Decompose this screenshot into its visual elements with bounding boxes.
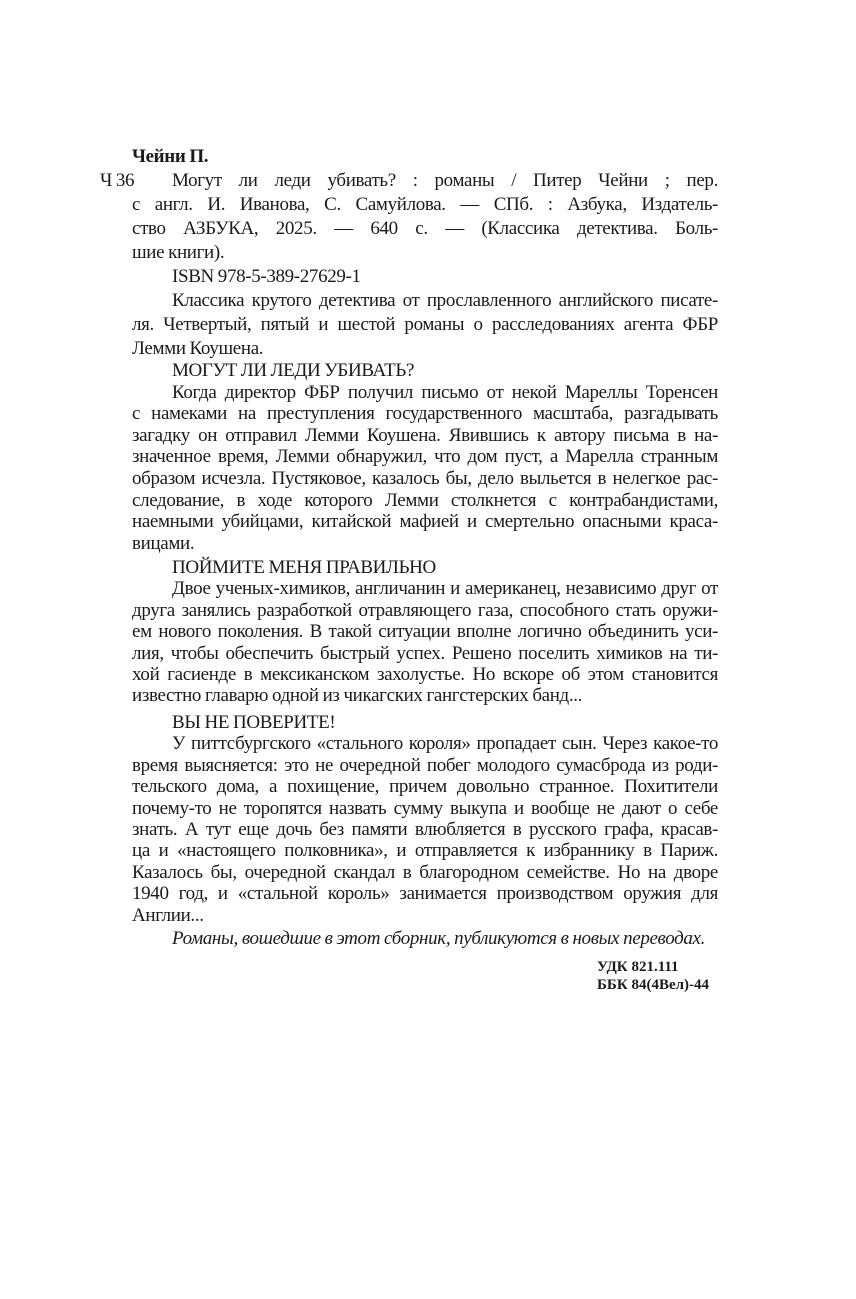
section-line: загадку он отправил Лемми Коушена. Явившись к автору письма в на- <box>132 424 718 446</box>
section-3 <box>132 712 718 926</box>
section-line: следование, в ходе которого Лемми столкнется с контрабандистами, <box>132 489 718 511</box>
section-line: У питтсбургского «стального короля» пропадает сын. Через какое-то <box>172 733 718 755</box>
section-line: Когда директор ФБР получил письмо от некой Мареллы Торенсен <box>172 381 718 403</box>
section-line: ем нового поколения. В такой ситуации вполне логично объединить уси- <box>132 621 718 643</box>
section-line: образом исчезла. Пустяковое, казалось бы, дело выльется в нелегкое рас- <box>132 467 718 489</box>
section-title: ПОЙМИТЕ МЕНЯ ПРАВИЛЬНО <box>172 557 436 578</box>
section-line: Казалось бы, очередной скандал в благородном семействе. Но на дворе <box>132 861 718 883</box>
section-line: хой гасиенде в мексиканском захолустье. Но вскоре об этом становится <box>132 664 718 686</box>
summary-line: Лемми Коушена. <box>132 338 264 359</box>
section-line: наемными убийцами, китайской мафией и смертельно опасными краса- <box>132 511 718 533</box>
section-2 <box>132 557 718 707</box>
bib-line: шие книги). <box>132 242 225 263</box>
section-line: лия, чтобы обеспечить быстрый успех. Решено поселить химиков на ти- <box>132 642 718 664</box>
section-1 <box>132 360 718 554</box>
section-title: МОГУТ ЛИ ЛЕДИ УБИВАТЬ? <box>172 360 415 381</box>
section-line: время выясняется: это не очередной побег молодого сумасброда из роди- <box>132 754 718 776</box>
section-line: Англии... <box>132 904 204 926</box>
classification-indices <box>597 958 709 994</box>
section-line: 1940 год, и «стальной король» занимается производством оружия для <box>132 883 718 905</box>
section-line: известно главарю одной из чикагских гангстерских банд... <box>132 685 583 707</box>
bibliographic-record <box>100 145 718 361</box>
section-line: вицами. <box>132 532 195 554</box>
section-line: ца и «настоящего полковника», и отправляется к избраннику в Париж. <box>132 840 718 862</box>
author-heading: Чейни П. <box>132 146 209 167</box>
section-line: Двое ученых-химиков, англичанин и американец, независимо друг от <box>172 578 718 600</box>
bbk-index: ББК 84(4Вел)-44 <box>597 977 710 993</box>
summary-line: ля. Четвертый, пятый и шестой романы о расследованиях агента ФБР <box>132 314 718 335</box>
classification-code: Ч 36 <box>100 170 135 191</box>
summary-line: Классика крутого детектива от прославленного английского писате- <box>172 290 718 311</box>
section-line: почему-то не торопятся назвать сумму выкупа и вообще не дают о себе <box>132 797 718 819</box>
isbn: ISBN 978-5-389-27629-1 <box>172 266 361 287</box>
bib-line: с англ. И. Иванова, С. Самуйлова. — СПб. : Азбука, Издатель- <box>132 194 718 215</box>
note-text: Романы, вошедшие в этот сборник, публикуются в новых переводах. <box>172 928 706 949</box>
translation-note <box>132 928 718 950</box>
section-line: знать. А тут еще дочь без памяти влюбляется в русского графа, красав- <box>132 819 718 841</box>
section-line: тельского дома, а похищение, причем довольно странное. Похитители <box>132 776 718 798</box>
bib-line: Ч 36 Могут ли леди убивать? : романы / Питер Чейни ; пер. <box>100 170 718 191</box>
section-line: с намеками на преступления государственного масштаба, разгадывать <box>132 403 718 425</box>
udk-index: УДК 821.111 <box>597 959 679 975</box>
section-line: значенное время, Лемми обнаружил, что дом пуст, а Марелла странным <box>132 446 718 468</box>
section-line: друга занялись разработкой отравляющего газа, способного стать оружи- <box>132 599 718 621</box>
bib-line: ство АЗБУКА, 2025. — 640 с. — (Классика детектива. Боль- <box>132 218 718 239</box>
section-title: ВЫ НЕ ПОВЕРИТЕ! <box>172 712 336 733</box>
